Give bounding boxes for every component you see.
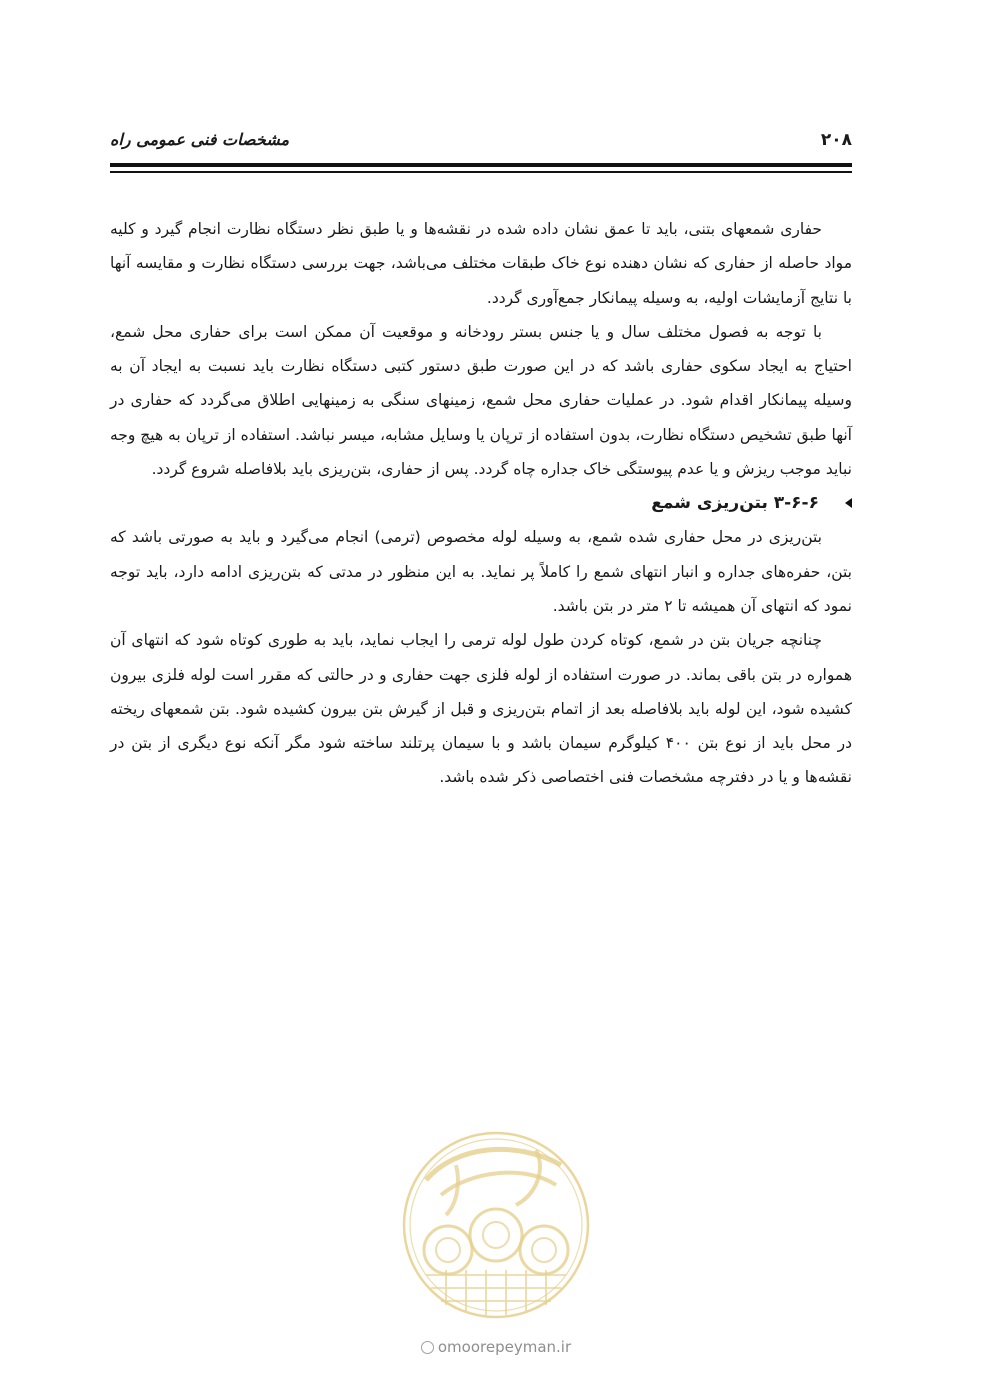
running-title: مشخصات فنی عمومی راه <box>110 130 290 149</box>
watermark-logo-icon <box>386 1125 606 1325</box>
paragraph-platform: با توجه به فصول مختلف سال و یا جنس بستر رودخانه و موقعیت آن ممکن است برای حفاری محل شمع، احتیاج به ایجاد سکوی حفاری باشد که در این صورت طبق دستور کتبی دستگاه نظارت باید نسبت به ایجاد آن به وسیله پیمانکار اقدام شود. در عملیات حفاری محل شمع، زمینهای سنگی به زمینهایی اطلاق می‌گردد که حفاری در آنها طبق تشخیص دستگاه نظارت، بدون استفاده از ترپان یا وسایل مشابه، میسر نباشد. استفاده از ترپان به هیچ وجه نباید موجب ریزش و یا عدم پیوستگی خاک جداره چاه گردد. پس از حفاری، بتن‌ریزی باید بلافاصله شروع گردد. <box>110 322 852 479</box>
paragraph-concreting: بتن‌ریزی در محل حفاری شده شمع، به وسیله لوله مخصوص (ترمی) انجام می‌گیرد و باید به صورتی باشد که بتن، حفره‌های جداره و انبار انتهای شمع را کاملاً پر نماید. به این منظور در مدتی که بتن‌ریزی ادامه دارد، باید توجه نمود که انتهای آن همیشه تا ۲ متر در بتن باشد. <box>110 528 852 615</box>
header-rule-thin <box>110 171 852 173</box>
footer-url <box>396 1338 596 1356</box>
footer-url-text: omoorepeyman.ir <box>437 1338 572 1356</box>
header-rule-thick <box>110 163 852 167</box>
section-heading <box>110 486 852 520</box>
page-number: ۲۰۸ <box>820 130 852 150</box>
bullet-arrow-icon <box>845 498 852 508</box>
body-content <box>110 212 852 795</box>
section-heading-text: ۳-۶-۶ بتن‌ریزی شمع <box>651 493 819 514</box>
at-sign-icon <box>421 1341 434 1354</box>
paragraph-tremie: چنانچه جریان بتن در شمع، کوتاه کردن طول لوله ترمی را ایجاب نماید، باید به طوری کوتاه شود که انتهای آن همواره در بتن باقی بماند. در صورت استفاده از لوله فلزی جهت حفاری و در حالتی که مقرر است لوله فلزی بیرون کشیده شود، این لوله باید بلافاصله بعد از اتمام بتن‌ریزی و قبل از گیرش بتن بیرون کشیده شود. بتن شمعهای ریخته در محل باید از نوع بتن ۴۰۰ کیلوگرم سیمان باشد و با سیمان پرتلند ساخته شود مگر آنکه نوع دیگری از بتن در نقشه‌ها و یا در دفترچه مشخصات فنی اختصاصی ذکر شده باشد. <box>110 631 852 787</box>
page-header <box>110 118 852 158</box>
paragraph-drilling: حفاری شمعهای بتنی، باید تا عمق نشان داده شده در نقشه‌ها و یا طبق نظر دستگاه نظارت انجام گیرد و کلیه مواد حاصله از حفاری که نشان دهنده نوع خاک طبقات مختلف می‌باشد، جهت بررسی دستگاه نظارت و مقایسه آنها با نتایج آزمایشات اولیه، به وسیله پیمانکار جمع‌آوری گردد. <box>110 220 852 307</box>
